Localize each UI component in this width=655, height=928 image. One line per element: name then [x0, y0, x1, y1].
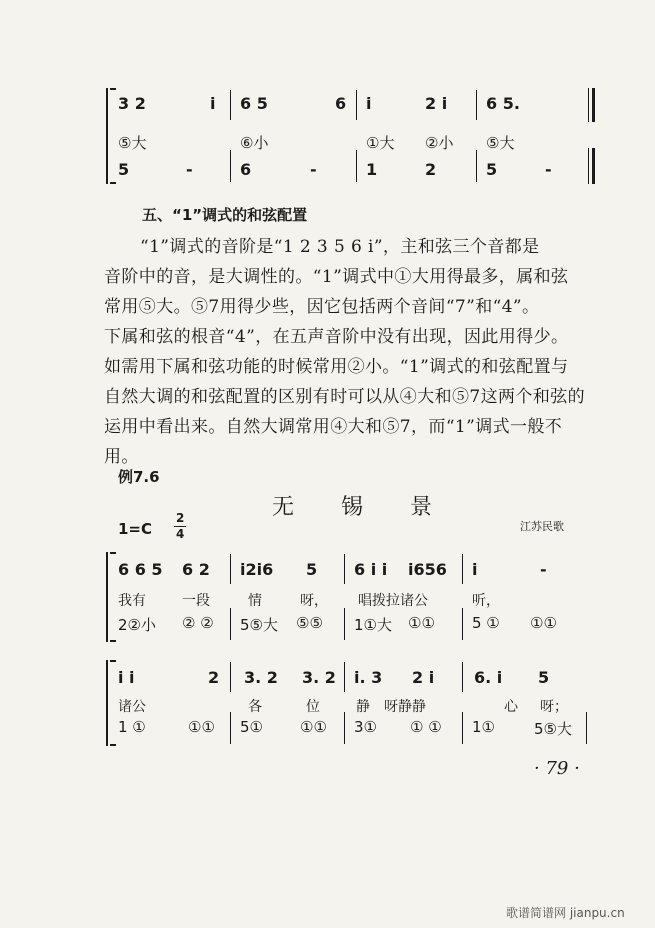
barline — [462, 608, 463, 640]
barline — [344, 608, 345, 640]
time-signature-bottom: 4 — [176, 527, 185, 541]
paragraph-line: “1”调式的音阶是“1 2 3 5 6 i”，主和弦三个音都是 — [140, 237, 540, 257]
chord-symbol: 5 ① — [472, 614, 500, 632]
lyric: 一段 — [182, 593, 210, 609]
chord-symbol: ①① — [530, 614, 557, 632]
paragraph-line: 自然大调的和弦配置的区别有时可以从④大和⑤7这两个和弦的 — [104, 387, 586, 407]
barline — [356, 150, 357, 182]
page-number: · 79 · — [534, 758, 580, 779]
melody-note: 5 — [306, 560, 318, 579]
paragraph-line: 常用⑤大。⑤7用得少些，因它包括两个音间“7”和“4”。 — [104, 297, 540, 317]
barline — [230, 554, 231, 584]
melody-note: 2 i — [425, 94, 448, 113]
bass-note: 6 — [240, 160, 252, 179]
bass-dash: - — [545, 160, 552, 179]
chord-symbol: 1① — [472, 718, 495, 736]
barline — [344, 662, 345, 692]
section-heading: 五、“1”调式的和弦配置 — [142, 206, 308, 224]
chord-symbol: ①① — [408, 614, 435, 632]
melody-note: 2 — [208, 668, 220, 687]
lyric: 情 — [248, 593, 262, 609]
chord-symbol: ①① — [300, 718, 327, 736]
chord-symbol: 1 ① — [118, 718, 146, 736]
chord-symbol: ⑤大 — [486, 134, 515, 152]
lyric: 呀， — [300, 593, 328, 609]
chord-symbol: 1①大 — [354, 616, 392, 634]
lyric: 呀静静 — [384, 699, 426, 715]
lyric: 听， — [472, 593, 500, 609]
chord-symbol: 5① — [240, 718, 263, 736]
watermark: 歌谱简谱网 jianpu.cn — [506, 906, 625, 920]
key-signature: 1=C — [118, 520, 153, 538]
barline — [230, 608, 231, 640]
paragraph-line: 下属和弦的根音“4”，在五声音阶中没有出现，因此用得少。 — [104, 327, 569, 347]
melody-note: 5 — [538, 668, 550, 687]
melody-note: 3. 2 — [302, 668, 336, 687]
chord-symbol: ②小 — [425, 134, 454, 152]
barline — [230, 662, 231, 692]
barline — [230, 712, 231, 744]
chord-symbol: ① ① — [410, 718, 442, 736]
barline — [462, 662, 463, 692]
lyric: 诸公 — [118, 699, 146, 715]
lyric: 心 — [504, 699, 518, 715]
final-barline-thin — [588, 88, 589, 122]
lyric: 呀； — [540, 699, 568, 715]
chord-symbol: 3① — [354, 718, 377, 736]
barline — [586, 712, 587, 744]
melody-note: 6 6 5 — [118, 560, 163, 579]
melody-note: i — [472, 560, 478, 579]
chord-symbol: 5⑤大 — [240, 616, 278, 634]
melody-note: 6 5 — [240, 94, 268, 113]
melody-note: 6 — [335, 94, 347, 113]
bracket-cap — [110, 744, 116, 746]
bracket-cap — [110, 182, 116, 184]
bracket-cap — [110, 88, 116, 90]
chord-symbol: 2②小 — [118, 616, 156, 634]
chord-symbol: 5⑤大 — [534, 720, 572, 738]
system-bracket — [106, 660, 108, 746]
final-barline-thick — [592, 88, 595, 122]
paragraph-line: 如需用下属和弦功能的时候常用②小。“1”调式的和弦配置与 — [104, 357, 569, 377]
bass-dash: - — [186, 160, 193, 179]
melody-note: 6 5. — [486, 94, 520, 113]
barline — [344, 554, 345, 584]
lyric: 各 — [248, 699, 262, 715]
barline — [230, 90, 231, 120]
barline — [230, 150, 231, 182]
bass-dash: - — [310, 160, 317, 179]
chord-symbol: ② ② — [182, 614, 214, 632]
barline — [476, 150, 477, 182]
melody-note: 3. 2 — [244, 668, 278, 687]
barline — [462, 554, 463, 584]
chord-symbol: ⑥小 — [240, 134, 269, 152]
barline — [462, 712, 463, 744]
bass-note: 5 — [118, 160, 130, 179]
melody-note: i — [210, 94, 216, 113]
melody-note: 6. i — [474, 668, 503, 687]
final-barline-thin — [588, 148, 589, 184]
chord-symbol: ⑤⑤ — [296, 614, 323, 632]
chord-symbol: ①① — [188, 718, 215, 736]
melody-note: 3 2 — [118, 94, 146, 113]
lyric: 位 — [306, 699, 320, 715]
melody-note: 6 2 — [182, 560, 210, 579]
melody-note: i — [366, 94, 372, 113]
lyric: 静 — [356, 699, 370, 715]
paragraph-line: 用。 — [104, 447, 139, 467]
time-signature-top: 2 — [176, 511, 185, 525]
barline — [356, 90, 357, 120]
melody-note: i. 3 — [354, 668, 383, 687]
system-bracket — [106, 552, 108, 642]
lyric: 我有 — [118, 593, 146, 609]
example-label: 例7.6 — [118, 468, 160, 486]
song-source: 江苏民歌 — [520, 520, 564, 533]
melody-note: 2 i — [412, 668, 435, 687]
system-bracket — [106, 88, 108, 184]
chord-symbol: ①大 — [366, 134, 395, 152]
melody-note: i i — [118, 668, 135, 687]
paragraph-line: 音阶中的音，是大调性的。“1”调式中①大用得最多，属和弦 — [104, 267, 569, 287]
song-title: 无 锡 景 — [272, 495, 452, 520]
lyric: 唱拨拉诸公 — [358, 593, 428, 609]
bass-note: 5 — [486, 160, 498, 179]
final-barline-thick — [592, 148, 595, 184]
melody-dash: - — [540, 560, 547, 579]
bracket-cap — [110, 640, 116, 642]
melody-note: i2i6 — [240, 560, 274, 579]
bracket-cap — [110, 552, 116, 554]
bass-note: 2 — [425, 160, 437, 179]
barline — [344, 712, 345, 744]
bass-note: 1 — [366, 160, 378, 179]
melody-note: i656 — [408, 560, 447, 579]
chord-symbol: ⑤大 — [118, 134, 147, 152]
bracket-cap — [110, 660, 116, 662]
melody-note: 6 i i — [354, 560, 388, 579]
paragraph-line: 运用中看出来。自然大调常用④大和⑤7，而“1”调式一般不 — [104, 417, 563, 437]
barline — [476, 90, 477, 120]
